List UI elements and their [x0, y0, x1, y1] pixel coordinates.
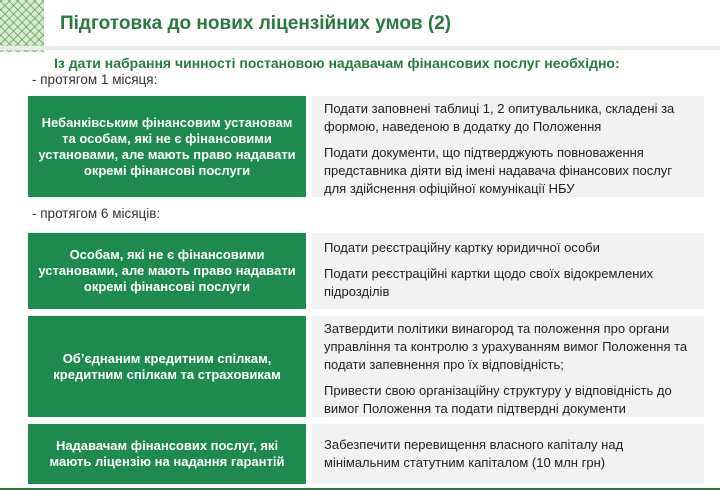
action-item: Затвердити політики винагород та положення про органи управління та контролю з урахуванням вимог Положення та подати запевнення про їх відповідність;: [324, 321, 688, 372]
row-category: Надавачам фінансових послуг, які мають ліцензію на надання гарантій: [28, 424, 306, 484]
title-divider: [0, 46, 720, 50]
requirement-row: [28, 233, 704, 309]
net-pattern-decoration: [0, 0, 44, 52]
period-6-months: - протягом 6 місяців:: [32, 206, 161, 221]
row-category: Об’єднаним кредитним спілкам, кредитним спілкам та страховикам: [28, 316, 306, 417]
row-actions: [312, 233, 704, 309]
action-item: Подати заповнені таблиці 1, 2 опитувальника, складені за формою, наведеною в додатку до Положення: [324, 101, 675, 134]
page-subtitle: Із дати набрання чинності постановою надавачам фінансових послуг необхідно:: [54, 55, 620, 71]
requirement-row: [28, 96, 704, 197]
action-item: Забезпечити перевищення власного капіталу над мінімальним статутним капіталом (10 млн грн): [324, 437, 624, 470]
requirement-row: [28, 424, 704, 484]
action-item: Подати реєстраційну картку юридичної особи: [324, 240, 600, 255]
row-actions: [312, 96, 704, 197]
action-item: Привести свою організаційну структуру у відповідність до вимог Положення та подати підтвердні документи: [324, 383, 672, 416]
row-actions: [312, 316, 704, 417]
row-category: Небанківським фінансовим установам та особам, які не є фінансовими установами, але мають право надавати окремі фінансові послуги: [28, 96, 306, 197]
row-category: Особам, які не є фінансовими установами, але мають право надавати окремі фінансові послуги: [28, 233, 306, 309]
action-item: Подати реєстраційні картки щодо своїх відокремлених підрозділів: [324, 266, 654, 299]
period-1-month: - протягом 1 місяця:: [32, 72, 158, 87]
requirement-row: [28, 316, 704, 417]
action-item: Подати документи, що підтверджують повноваження представника діяти від імені надавача фінансових послуг для здійснення офіційної комунікації НБУ: [324, 145, 673, 196]
row-actions: [312, 424, 704, 484]
page-title: Підготовка до нових ліцензійних умов (2): [60, 13, 452, 34]
